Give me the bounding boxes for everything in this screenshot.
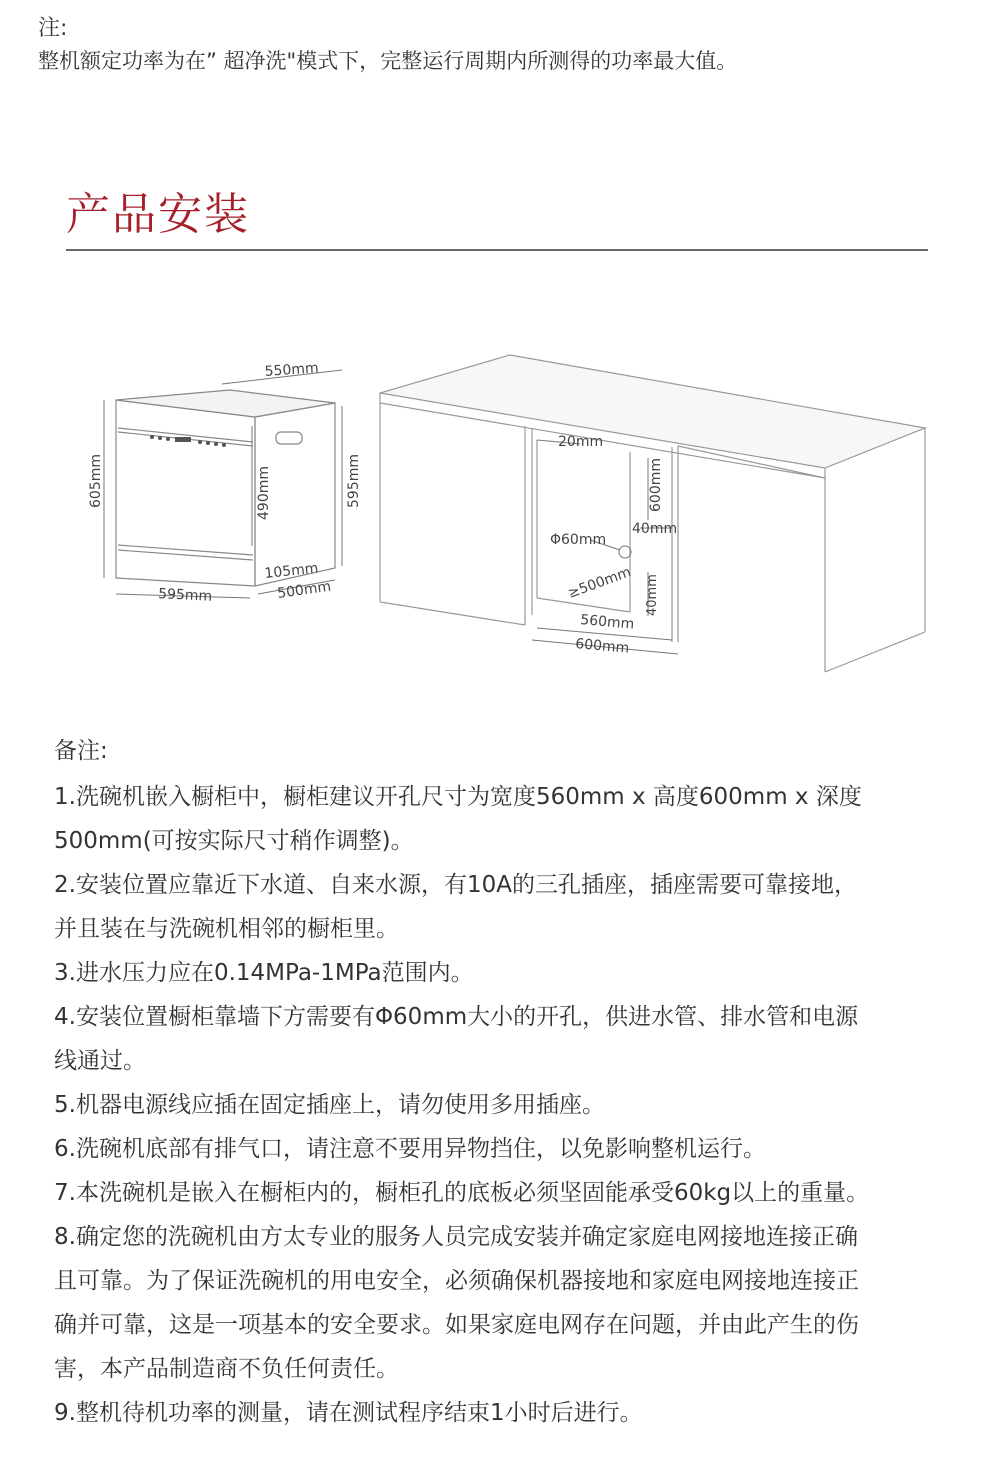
dim-hole-offset: 40mm xyxy=(632,521,678,537)
dim-outer-width: 600mm xyxy=(574,636,630,657)
dim-hole-diameter: Φ60mm xyxy=(550,532,607,548)
note-heading: 注: xyxy=(38,16,68,41)
remarks-line: 并且装在与洗碗机相邻的橱柜里。 xyxy=(54,916,399,942)
dim-base-depth: 500mm xyxy=(276,578,333,602)
power-note: 整机额定功率为在” 超净洗"模式下，完整运行周期内所测得的功率最大值。 xyxy=(38,49,738,73)
remarks-line: 2.安装位置应靠近下水道、自来水源，有10A的三孔插座，插座需要可靠接地， xyxy=(54,872,857,898)
remarks-section xyxy=(54,733,954,1435)
remarks-line: 4.安装位置橱柜靠墙下方需要有Φ60mm大小的开孔，供进水管、排水管和电源 xyxy=(54,1004,859,1030)
dim-hole-height: 40mm xyxy=(645,574,660,616)
remarks-heading: 备注: xyxy=(54,738,108,764)
installation-diagram xyxy=(80,340,940,680)
dim-top-width: 550mm xyxy=(264,360,320,380)
dim-base-width: 595mm xyxy=(157,586,213,605)
remarks-line: 1.洗碗机嵌入橱柜中，橱柜建议开孔尺寸为宽度560mm x 高度600mm x 深度 xyxy=(54,784,862,810)
dim-depth-step: 105mm xyxy=(263,560,320,582)
remarks-line: 7.本洗碗机是嵌入在橱柜内的，橱柜孔的底板必须坚固能承受60kg以上的重量。 xyxy=(54,1180,870,1206)
remarks-line: 确并可靠，这是一项基本的安全要求。如果家庭电网存在问题，并由此产生的伤 xyxy=(54,1312,859,1338)
remarks-line: 8.确定您的洗碗机由方太专业的服务人员完成安装并确定家庭电网接地连接正确 xyxy=(54,1224,858,1250)
remarks-line: 3.进水压力应在0.14MPa-1MPa范围内。 xyxy=(54,960,474,986)
dim-inner-height: 490mm xyxy=(256,466,272,520)
title-divider xyxy=(66,249,928,251)
remarks-line: 害，本产品制造商不负任何责任。 xyxy=(54,1356,399,1382)
dim-opening-height: 600mm xyxy=(648,458,664,512)
remarks-line: 6.洗碗机底部有排气口，请注意不要用异物挡住，以免影响整机运行。 xyxy=(54,1136,766,1162)
dim-total-height: 605mm xyxy=(88,454,104,508)
dim-gap: 20mm xyxy=(558,434,604,450)
control-buttons xyxy=(150,435,226,447)
dim-side-height: 595mm xyxy=(346,454,362,508)
remarks-line: 5.机器电源线应插在固定插座上，请勿使用多用插座。 xyxy=(54,1092,605,1118)
dim-depth: ≥500mm xyxy=(565,564,634,602)
cabinet-drawing xyxy=(380,355,925,672)
dishwasher-drawing xyxy=(116,390,335,586)
remarks-line: 9.整机待机功率的测量，请在测试程序结束1小时后进行。 xyxy=(54,1400,643,1426)
remarks-line: 且可靠。为了保证洗碗机的用电安全，必须确保机器接地和家庭电网接地连接正 xyxy=(54,1268,859,1294)
dim-inner-width: 560mm xyxy=(579,612,635,633)
remarks-line: 500mm(可按实际尺寸稍作调整)。 xyxy=(54,828,414,854)
section-title: 产品安装 xyxy=(66,189,250,240)
remarks-line: 线通过。 xyxy=(54,1048,146,1074)
